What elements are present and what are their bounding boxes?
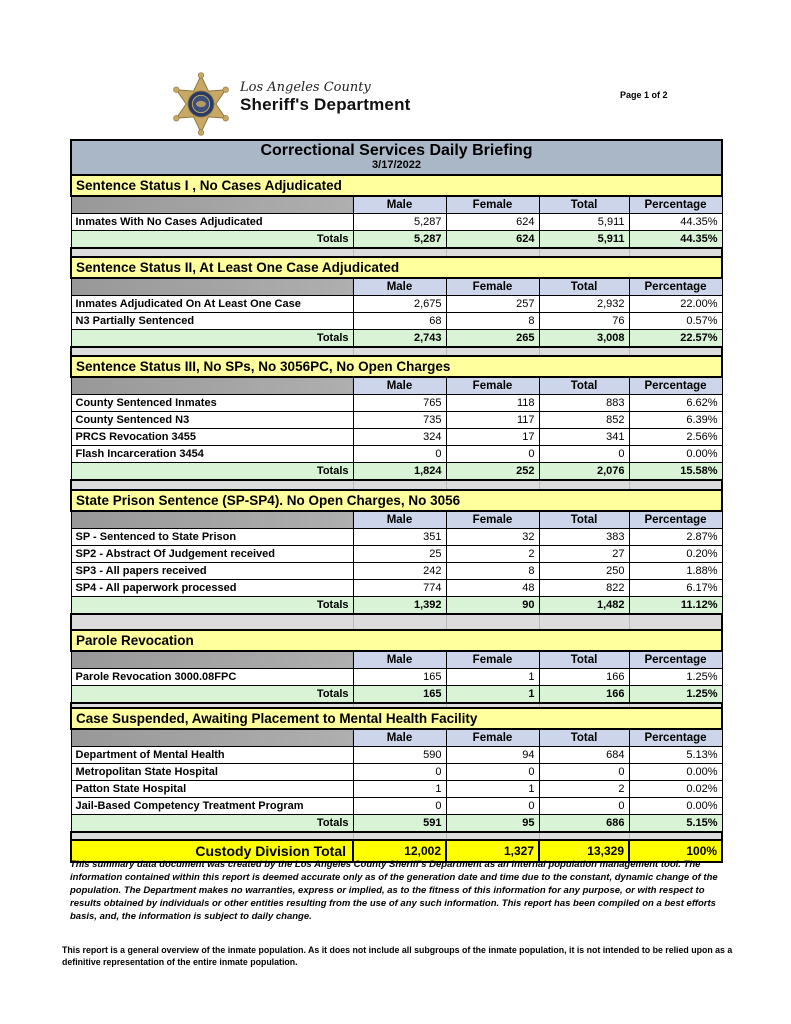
section-title: Parole Revocation (71, 630, 722, 651)
row-value: 2 (446, 546, 539, 563)
row-label: Patton State Hospital (71, 781, 353, 798)
table-row (71, 412, 722, 429)
row-value: 257 (446, 296, 539, 313)
column-header: Female (446, 278, 539, 296)
totals-value: 265 (446, 330, 539, 348)
section-title: State Prison Sentence (SP-SP4). No Open Charges, No 3056 (71, 490, 722, 511)
section-header (71, 490, 722, 511)
column-header: Percentage (629, 651, 722, 669)
row-value: 8 (446, 563, 539, 580)
daily-briefing-report (70, 139, 721, 863)
grand-total-label: Custody Division Total (71, 840, 353, 862)
row-value: 383 (539, 529, 629, 546)
row-value: 22.00% (629, 296, 722, 313)
spacer-cell (353, 614, 446, 630)
report-date: 3/17/2022 (372, 159, 421, 171)
column-header-row (71, 729, 722, 747)
row-value: 0 (539, 798, 629, 815)
spacer-cell (629, 347, 722, 356)
section-header (71, 708, 722, 729)
row-value: 48 (446, 580, 539, 597)
page-number: Page 1 of 2 (620, 90, 668, 100)
spacer-cell (71, 347, 353, 356)
column-header: Female (446, 377, 539, 395)
column-header: Percentage (629, 729, 722, 747)
column-header: Male (353, 729, 446, 747)
report-title: Correctional Services Daily Briefing (260, 142, 533, 159)
column-header: Female (446, 729, 539, 747)
column-header-corner (71, 196, 353, 214)
row-value: 17 (446, 429, 539, 446)
spacer-cell (629, 248, 722, 257)
column-header: Percentage (629, 377, 722, 395)
grand-total-value: 12,002 (353, 840, 446, 862)
totals-value: 1,482 (539, 597, 629, 615)
table-row (71, 214, 722, 231)
row-label: SP4 - All paperwork processed (71, 580, 353, 597)
row-value: 2.56% (629, 429, 722, 446)
table-row (71, 798, 722, 815)
section-title: Sentence Status I , No Cases Adjudicated (71, 175, 722, 196)
totals-row (71, 330, 722, 348)
spacer-cell (539, 248, 629, 257)
totals-label: Totals (71, 231, 353, 249)
table-row (71, 669, 722, 686)
section-spacer (71, 480, 722, 490)
row-label: County Sentenced N3 (71, 412, 353, 429)
totals-row (71, 815, 722, 833)
totals-label: Totals (71, 597, 353, 615)
totals-row (71, 686, 722, 704)
column-header-corner (71, 729, 353, 747)
totals-value: 624 (446, 231, 539, 249)
totals-value: 11.12% (629, 597, 722, 615)
spacer-cell (353, 248, 446, 257)
section-header (71, 175, 722, 196)
section-title: Case Suspended, Awaiting Placement to Mental Health Facility (71, 708, 722, 729)
totals-row (71, 463, 722, 481)
row-value: 166 (539, 669, 629, 686)
row-value: 2 (539, 781, 629, 798)
row-value: 735 (353, 412, 446, 429)
row-value: 2,675 (353, 296, 446, 313)
column-header: Male (353, 511, 446, 529)
row-label: County Sentenced Inmates (71, 395, 353, 412)
row-label: Jail-Based Competency Treatment Program (71, 798, 353, 815)
section-header (71, 257, 722, 278)
footnote-text: This report is a general overview of the inmate population. As it does not include all subgroups of the inmate population, it is not intended to be relied upon as a definitive representation of the entire inmate population. (62, 945, 733, 967)
row-value: 0.00% (629, 446, 722, 463)
spacer-cell (446, 347, 539, 356)
row-value: 5,911 (539, 214, 629, 231)
totals-value: 2,743 (353, 330, 446, 348)
totals-value: 165 (353, 686, 446, 704)
row-value: 5,287 (353, 214, 446, 231)
spacer-cell (353, 347, 446, 356)
totals-value: 22.57% (629, 330, 722, 348)
row-label: SP - Sentenced to State Prison (71, 529, 353, 546)
sheriff-star-badge-icon (170, 70, 232, 138)
table-row (71, 296, 722, 313)
row-value: 0 (446, 764, 539, 781)
row-label: Flash Incarceration 3454 (71, 446, 353, 463)
row-value: 765 (353, 395, 446, 412)
row-value: 1.25% (629, 669, 722, 686)
row-value: 32 (446, 529, 539, 546)
row-value: 0 (353, 798, 446, 815)
row-value: 822 (539, 580, 629, 597)
column-header: Female (446, 651, 539, 669)
row-value: 0 (539, 764, 629, 781)
totals-value: 90 (446, 597, 539, 615)
section-header (71, 356, 722, 377)
row-value: 0 (539, 446, 629, 463)
totals-value: 5.15% (629, 815, 722, 833)
totals-value: 5,287 (353, 231, 446, 249)
totals-value: 252 (446, 463, 539, 481)
spacer-cell (353, 480, 446, 490)
row-value: 8 (446, 313, 539, 330)
column-header: Male (353, 196, 446, 214)
row-value: 5.13% (629, 747, 722, 764)
column-header: Total (539, 511, 629, 529)
report-table (70, 139, 723, 863)
section-spacer (71, 614, 722, 630)
table-row (71, 529, 722, 546)
row-value: 118 (446, 395, 539, 412)
totals-value: 591 (353, 815, 446, 833)
column-header-row (71, 511, 722, 529)
column-header-row (71, 377, 722, 395)
spacer-cell (539, 347, 629, 356)
totals-value: 1.25% (629, 686, 722, 704)
totals-row (71, 231, 722, 249)
section-spacer (71, 347, 722, 356)
row-label: SP2 - Abstract Of Judgement received (71, 546, 353, 563)
row-label: Parole Revocation 3000.08FPC (71, 669, 353, 686)
row-value: 68 (353, 313, 446, 330)
totals-row (71, 597, 722, 615)
row-value: 684 (539, 747, 629, 764)
row-label: Inmates Adjudicated On At Least One Case (71, 296, 353, 313)
spacer-cell (539, 480, 629, 490)
section-header (71, 630, 722, 651)
row-label: Department of Mental Health (71, 747, 353, 764)
spacer-cell (353, 832, 446, 840)
spacer-cell (446, 248, 539, 257)
row-value: 1 (353, 781, 446, 798)
table-row (71, 429, 722, 446)
grand-total-value: 100% (629, 840, 722, 862)
row-value: 6.17% (629, 580, 722, 597)
table-row (71, 446, 722, 463)
column-header-row (71, 651, 722, 669)
totals-value: 1,824 (353, 463, 446, 481)
section-title: Sentence Status II, At Least One Case Adjudicated (71, 257, 722, 278)
row-label: Metropolitan State Hospital (71, 764, 353, 781)
row-label: N3 Partially Sentenced (71, 313, 353, 330)
totals-label: Totals (71, 686, 353, 704)
spacer-cell (71, 614, 353, 630)
row-value: 94 (446, 747, 539, 764)
row-label: Inmates With No Cases Adjudicated (71, 214, 353, 231)
grand-total-value: 1,327 (446, 840, 539, 862)
column-header: Female (446, 511, 539, 529)
table-row (71, 563, 722, 580)
row-value: 6.62% (629, 395, 722, 412)
row-value: 774 (353, 580, 446, 597)
row-value: 27 (539, 546, 629, 563)
column-header: Male (353, 377, 446, 395)
row-value: 25 (353, 546, 446, 563)
column-header-corner (71, 651, 353, 669)
row-value: 0.20% (629, 546, 722, 563)
row-value: 0.02% (629, 781, 722, 798)
totals-value: 3,008 (539, 330, 629, 348)
row-value: 242 (353, 563, 446, 580)
column-header-row (71, 278, 722, 296)
totals-value: 1 (446, 686, 539, 704)
column-header: Male (353, 651, 446, 669)
agency-county: Los Angeles County (240, 80, 371, 95)
totals-value: 2,076 (539, 463, 629, 481)
grand-total-value: 13,329 (539, 840, 629, 862)
row-value: 1 (446, 781, 539, 798)
column-header: Total (539, 196, 629, 214)
totals-value: 95 (446, 815, 539, 833)
table-row (71, 395, 722, 412)
row-value: 324 (353, 429, 446, 446)
spacer-cell (71, 480, 353, 490)
row-label: SP3 - All papers received (71, 563, 353, 580)
column-header: Female (446, 196, 539, 214)
row-value: 0.00% (629, 798, 722, 815)
row-value: 6.39% (629, 412, 722, 429)
row-label: PRCS Revocation 3455 (71, 429, 353, 446)
spacer-cell (539, 614, 629, 630)
column-header: Percentage (629, 278, 722, 296)
row-value: 852 (539, 412, 629, 429)
totals-value: 44.35% (629, 231, 722, 249)
table-row (71, 580, 722, 597)
column-header: Total (539, 278, 629, 296)
totals-value: 1,392 (353, 597, 446, 615)
column-header: Percentage (629, 196, 722, 214)
column-header-corner (71, 278, 353, 296)
row-value: 0 (353, 446, 446, 463)
column-header: Total (539, 377, 629, 395)
column-header: Total (539, 651, 629, 669)
spacer-cell (71, 248, 353, 257)
totals-value: 5,911 (539, 231, 629, 249)
totals-label: Totals (71, 463, 353, 481)
totals-label: Totals (71, 815, 353, 833)
row-value: 624 (446, 214, 539, 231)
section-spacer (71, 248, 722, 257)
page-header (170, 70, 411, 138)
row-value: 1.88% (629, 563, 722, 580)
column-header-corner (71, 377, 353, 395)
section-spacer (71, 832, 722, 840)
table-row (71, 764, 722, 781)
row-value: 0.00% (629, 764, 722, 781)
spacer-cell (446, 832, 539, 840)
spacer-cell (446, 480, 539, 490)
row-value: 0 (446, 446, 539, 463)
section-title: Sentence Status III, No SPs, No 3056PC, No Open Charges (71, 356, 722, 377)
spacer-cell (629, 832, 722, 840)
row-value: 0 (446, 798, 539, 815)
row-value: 590 (353, 747, 446, 764)
row-value: 117 (446, 412, 539, 429)
row-value: 883 (539, 395, 629, 412)
row-value: 2.87% (629, 529, 722, 546)
column-header: Male (353, 278, 446, 296)
column-header-row (71, 196, 722, 214)
spacer-cell (71, 832, 353, 840)
row-value: 2,932 (539, 296, 629, 313)
spacer-cell (539, 832, 629, 840)
spacer-cell (629, 614, 722, 630)
column-header: Total (539, 729, 629, 747)
row-value: 351 (353, 529, 446, 546)
column-header-corner (71, 511, 353, 529)
row-value: 0.57% (629, 313, 722, 330)
row-value: 250 (539, 563, 629, 580)
column-header: Percentage (629, 511, 722, 529)
totals-label: Totals (71, 330, 353, 348)
row-value: 165 (353, 669, 446, 686)
table-row (71, 546, 722, 563)
table-row (71, 747, 722, 764)
row-value: 76 (539, 313, 629, 330)
totals-value: 686 (539, 815, 629, 833)
row-value: 44.35% (629, 214, 722, 231)
row-value: 1 (446, 669, 539, 686)
disclaimer-text: This summary data document was created by the Los Angeles County Sheriff's Department as an internal population management tool. The information contained within this report is deemed accurate only as of the generation date and time due to the constant, dynamic change of the population. The Department makes no warranties, express or implied, as to the fitness of this information for any purpose, or with respect to results obtained by individuals or other entities resulting from the use of any such information. This report has been compiled on a best efforts basis, and, the information is subject to daily change. (70, 859, 718, 922)
agency-department: Sheriff's Department (240, 95, 411, 114)
report-title-bar (71, 140, 722, 175)
spacer-cell (629, 480, 722, 490)
table-row (71, 313, 722, 330)
totals-value: 166 (539, 686, 629, 704)
agency-name (240, 80, 411, 115)
row-value: 341 (539, 429, 629, 446)
totals-value: 15.58% (629, 463, 722, 481)
table-row (71, 781, 722, 798)
row-value: 0 (353, 764, 446, 781)
spacer-cell (446, 614, 539, 630)
